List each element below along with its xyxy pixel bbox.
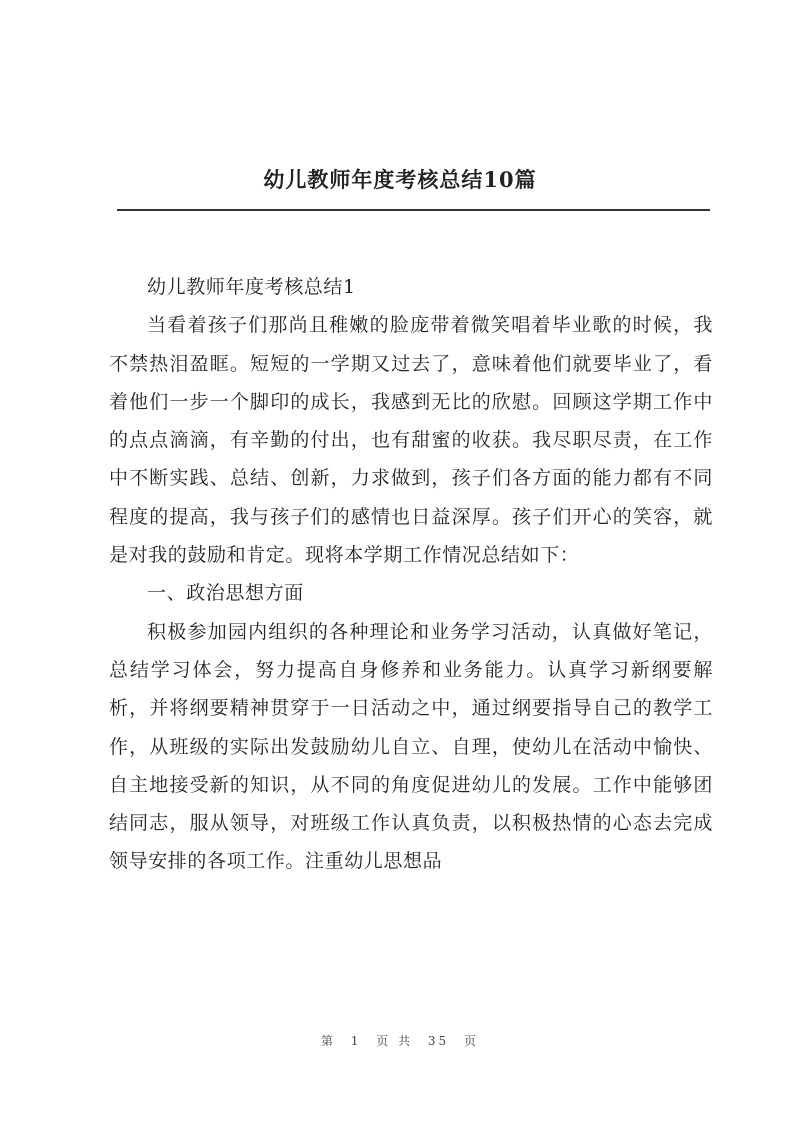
document-title: 幼儿教师年度考核总结10篇 — [263, 167, 537, 192]
title-divider — [117, 209, 710, 211]
body-paragraph: 积极参加园内组织的各种理论和业务学习活动，认真做好笔记，总结学习体会，努力提高自身修养和业务能力。认真学习新纲要解析，并将纲要精神贯穿于一日活动之中，通过纲要指导自己的教学工作，从班级的实际出发鼓励幼儿自立、自理，使幼儿在活动中愉快、自主地接受新的知识，从不同的角度促进幼儿的发展。工作中能够团结同志，服从领导，对班级工作认真负责，以积极热情的心态去完成领导安排的各项工作。注重幼儿思想品 — [109, 620, 713, 873]
total-pages-number: 35 — [427, 1034, 450, 1048]
current-page-number: 1 — [350, 1034, 362, 1048]
section-heading: 一、政治思想方面 — [147, 582, 304, 605]
footer-prefix: 第 — [320, 1034, 336, 1048]
footer-suffix: 页 — [464, 1034, 480, 1048]
section-heading: 幼儿教师年度考核总结1 — [147, 276, 356, 298]
page-footer — [0, 1032, 800, 1049]
body-paragraph: 当看着孩子们那尚且稚嫩的脸庞带着微笑唱着毕业歌的时候，我不禁热泪盈眶。短短的一学期又过去了，意味着他们就要毕业了，看着他们一步一个脚印的成长，我感到无比的欣慰。回顾这学期工作中的点点滴滴，有辛勤的付出，也有甜蜜的收获。我尽职尽责，在工作中不断实践、总结、创新，力求做到，孩子们各方面的能力都有不同程度的提高，我与孩子们的感情也日益深厚。孩子们开心的笑容，就是对我的鼓励和肯定。现将本学期工作情况总结如下： — [109, 314, 713, 567]
footer-middle: 页 共 — [376, 1034, 414, 1048]
document-body — [109, 268, 713, 881]
